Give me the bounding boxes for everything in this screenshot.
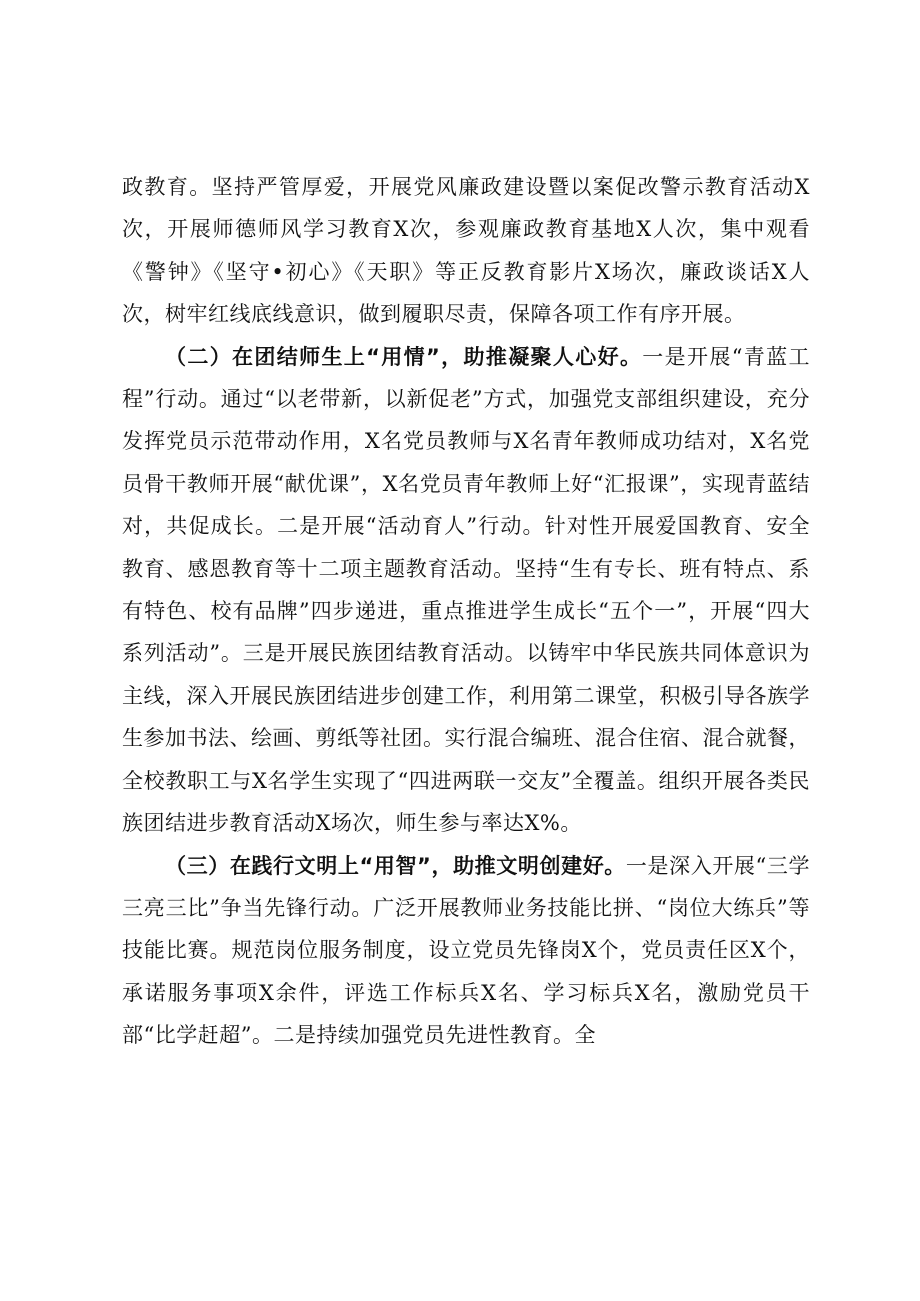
section-heading-2: （二）在团结师生上“用情”，助推凝聚人心好。 (165, 344, 643, 369)
document-body (122, 166, 810, 1057)
paragraph-2 (122, 336, 810, 845)
paragraph-2-text: 一是开展“青蓝工程”行动。通过“以老带新，以新促老”方式，加强党支部组织建设，充分发挥党员示范带动作用，X名党员教师与X名青年教师成功结对，X名党员骨干教师开展“献优课”，X名党员青年教师上好“汇报课”，实现青蓝结对，共促成长。二是开展“活动育人”行动。针对性开展爱国教育、安全教育、感恩教育等十二项主题教育活动。坚持“生有专长、班有特点、系有特色、校有品牌”四步递进，重点推进学生成长“五个一”，开展“四大系列活动”。三是开展民族团结教育活动。以铸牢中华民族共同体意识为主线，深入开展民族团结进步创建工作，利用第二课堂，积极引导各族学生参加书法、绘画、剪纸等社团。实行混合编班、混合住宿、混合就餐，全校教职工与X名学生实现了“四进两联一交友”全覆盖。组织开展各类民族团结进步教育活动X场次，师生参与率达X%。 (122, 344, 810, 836)
paragraph-3-text: 一是深入开展“三学三亮三比”争当先锋行动。广泛开展教师业务技能比拼、“岗位大练兵”等技能比赛。规范岗位服务制度，设立党员先锋岗X个，党员责任区X个，承诺服务事项X余件，评选工作标兵X名、学习标兵X名，激励党员干部“比学赶超”。二是持续加强党员先进性教育。全 (122, 853, 810, 1048)
section-heading-3: （三）在践行文明上“用智”，助推文明创建好。 (165, 853, 626, 878)
paragraph-3 (122, 845, 810, 1057)
paragraph-1-text: 政教育。坚持严管厚爱，开展党风廉政建设暨以案促改警示教育活动X次，开展师德师风学习教育X次，参观廉政教育基地X人次，集中观看《警钟》《坚守•初心》《天职》等正反教育影片X场次，廉政谈话X人次，树牢红线底线意识，做到履职尽责，保障各项工作有序开展。 (122, 175, 810, 327)
paragraph-1 (122, 166, 810, 336)
